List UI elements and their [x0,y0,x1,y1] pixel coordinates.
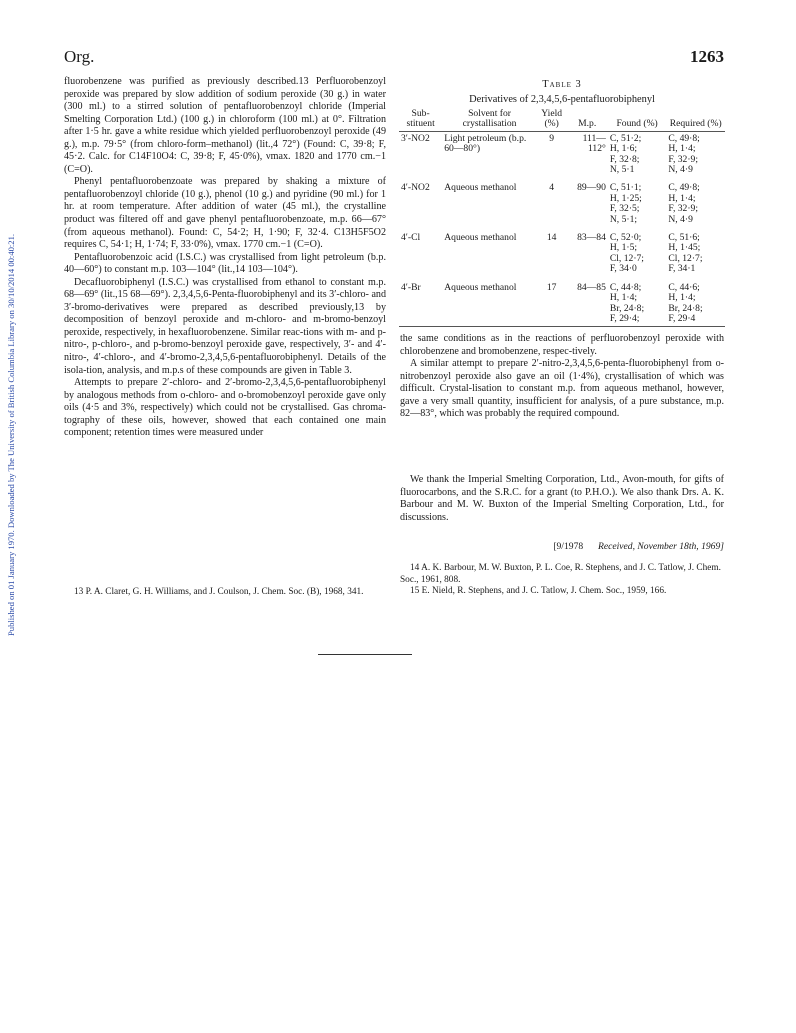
received-line [400,541,724,552]
required-value: F, 32·9; [668,203,698,215]
cell-found [608,231,667,281]
required-value: Br, 24·8; [668,302,703,314]
required-value: H, 1·45; [668,242,701,254]
required-value: N, 4·9 [668,164,693,176]
found-value: C, 51·2; [609,132,642,144]
cell-required [666,131,725,181]
found-value: Cl, 12·7; [609,252,644,264]
cell-required [666,231,725,281]
required-value: C, 51·6; [668,232,700,244]
table-row [399,181,725,231]
col-header-yield: Yield (%) [537,109,567,131]
required-value: C, 49·8; [668,182,700,194]
cell-mp: 89—90 [577,182,606,194]
col-header-solvent: Solvent for crystallisation [442,109,537,131]
paragraph-same-conditions: the same conditions as in the reactions of perfluorobenzoyl peroxide with chlorobenzene and bromobenzene, respec-tively. [400,333,724,357]
derivatives-table [399,109,725,327]
found-value: C, 52·0; [609,232,642,244]
col-header-found: Found (%) [608,109,667,131]
table-row [399,281,725,327]
found-value: H, 1·5; [609,242,638,254]
publication-sidebar-notice: Published on 01 January 1970. Downloaded by The University of British Columbia Library on 30/10/2014 00:40:21. [6,233,16,636]
cell-required [666,281,725,327]
required-value: C, 44·6; [668,281,700,293]
paragraph-attempts-2-chloro: Attempts to prepare 2′-chloro- and 2′-bromo-2,3,4,5,6-pentafluorobiphenyl by analogous methods from o-chloro- and o-bromobenzoyl peroxide gave only oils (4·5 and 3%, respectively) which could not be crystallised. Gas chroma-tography of these oils, however, showed that each contained one main component; retention times were measured under [64,377,386,439]
table-caption: Derivatives of 2,3,4,5,6-pentafluorobiphenyl [469,94,655,105]
cell-substituent: 3′-NO2 [401,132,430,144]
cell-required [666,181,725,231]
cell-yield: 17 [537,281,567,327]
found-value: Br, 24·8; [609,302,645,314]
footnote-14: 14 A. K. Barbour, M. W. Buxton, P. L. Coe, R. Stephens, and J. C. Tatlow, J. Chem. Soc., 1961, 808. [400,563,721,585]
required-value: F, 34·1 [668,263,696,275]
cell-substituent: 4′-Cl [401,232,421,244]
right-column [400,333,724,421]
found-value: H, 1·25; [609,192,642,204]
page-number: 1263 [690,47,724,66]
cell-mp: 111—112° [582,132,606,155]
col-header-mp: M.p. [567,109,608,131]
required-value: H, 1·4; [668,192,696,204]
cell-found [608,281,667,327]
col-header-required: Required (%) [666,109,725,131]
cell-yield: 4 [549,182,555,194]
footnote-15: 15 E. Nield, R. Stephens, and J. C. Tatlow, J. Chem. Soc., 1959, 166. [410,586,667,596]
found-value: H, 1·6; [609,143,638,155]
required-value: H, 1·4; [668,292,696,304]
cell-found [608,131,667,181]
cell-mp: 83—84 [577,232,606,244]
col-header-substituent: Sub-stituent [399,109,442,131]
end-rule [318,654,412,655]
paragraph-2-nitro-attempt: A similar attempt to prepare 2′-nitro-2,3,4,5,6-penta-fluorobiphenyl from o-nitrobenzoyl peroxide also gave an oil (1·4%), crystallisation of which was difficult. Crystal-lisation to constant m.p. from aqueous methanol, however, gave a very small quantity, insufficient for analysis, of a pure substance, m.p. 82—83°, which was probably the required compound. [400,358,724,420]
found-value: F, 34·0 [609,263,637,275]
table-row [399,231,725,281]
required-value: C, 49·8; [668,132,700,144]
footnote-13: 13 P. A. Claret, G. H. Williams, and J. Coulson, J. Chem. Soc. (B), 1968, 341. [74,587,364,597]
paragraph-decafluorobiphenyl: Decafluorobiphenyl (I.S.C.) was crystallised from ethanol to constant m.p. 68—69° (lit.,15 68—69°). 2,3,4,5,6-Penta-fluorobiphenyl and its 3′-chloro- and 3′-bromo-derivatives were prepared as described previously,13 by decomposition of benzoyl peroxide and m-chloro- and m-bromo-benzoyl peroxide, respectively, in hexafluorobenzene. Similar reac-tions with m- and p-nitro-, p-chloro-, and p-bromo-benzoyl peroxide gave, respectively, 3′- and 4′-nitro-, 4′-chloro-, and 4′-bromo-2,3,4,5,6-pentafluorobiphenyl. Details of the isola-tion, analysis, and m.p.s of these compounds are given in Table 3. [64,276,387,376]
cell-mp: 84—85 [567,281,608,327]
paragraph-pentafluorobenzoic-acid: Pentafluorobenzoic acid (I.S.C.) was crystallised from light petroleum (b.p. 40—60°) to constant m.p. 103—104° (lit.,14 103—104°). [64,251,386,276]
cell-solvent: Light petroleum (b.p. 60—80°) [444,132,527,155]
paragraph-perfluorobenzoyl-peroxide: fluorobenzene was purified as previously described.13 Perfluorobenzoyl peroxide was prepared by slow addition of sodium peroxide (30 g.) in water (300 ml.) to a stirred solution of pentafluorobenzoyl chloride (Imperial Smelting Corporation Ltd.) (100 g.) in chloroform (100 ml.) at 0°. Filtration after 1·5 hr. gave a white residue which yielded perfluorobenzoyl peroxide (49 g.), m.p. 79·5° (from chloro-form–methanol) (lit.,4 72°) (Found: C, 39·8; F, 45·2. Calc. for C14F10O4: C, 39·8; F, 45·0%), νmax. 1820 and 1770 cm.−1 (C=O). [64,76,386,175]
cell-substituent: 4′-Br [399,281,442,327]
required-value: Cl, 12·7; [668,252,703,264]
acknowledgement [400,474,724,524]
cell-solvent: Aqueous methanol [444,232,517,244]
required-value: F, 29·4 [668,312,696,324]
required-value: N, 4·9 [668,213,693,225]
required-value: F, 32·9; [668,153,698,165]
found-value: H, 1·4; [609,292,638,304]
manuscript-code: [9/1978 [553,541,584,552]
acknowledgement-text: We thank the Imperial Smelting Corporation, Ltd., Avon-mouth, for gifts of fluorocarbons, and the S.R.C. for a grant (to P.H.O.). We also thank Drs. A. K. Barbour and M. W. Buxton of the Imperial Smelting Corporation, Ltd., for discussions. [400,474,724,523]
left-footnotes [64,587,386,599]
found-value: C, 44·8; [609,281,642,293]
cell-solvent: Aqueous methanol [442,281,537,327]
table-title: Table 3 [542,79,582,90]
found-value: F, 32·8; [609,153,640,165]
found-value: N, 5·1; [609,213,638,225]
cell-substituent: 4′-NO2 [401,182,430,194]
cell-yield: 9 [549,132,555,144]
cell-found [608,181,667,231]
found-value: N, 5·1 [609,164,635,176]
journal-name: Org. [64,47,95,66]
found-value: F, 29·4; [609,312,640,324]
cell-solvent: Aqueous methanol [444,182,517,194]
right-footnotes [400,563,724,598]
received-date: Received, November 18th, 1969] [597,541,724,552]
table-row [399,131,725,181]
paragraph-phenyl-pentafluorobenzoate: Phenyl pentafluorobenzoate was prepared by shaking a mixture of pentafluorobenzoyl chloride (10 g.), phenol (10 g.) and pyridine (90 ml.) for 1 hr. at room temperature. After addition of water (45 ml.), the crystalline product was filtered off and gave phenyl pentafluorobenzoate, m.p. 66—67° (from aqueous methanol). Found: C, 54·2; H, 1·90; F, 32·4. C13H5F5O2 requires C, 54·1; H, 1·74; F, 33·0%), νmax. 1770 cm.−1 (C=O). [64,176,386,251]
found-value: F, 32·5; [609,203,640,215]
left-column [64,76,386,440]
cell-yield: 14 [546,232,557,244]
found-value: C, 51·1; [609,182,642,194]
required-value: H, 1·4; [668,143,696,155]
